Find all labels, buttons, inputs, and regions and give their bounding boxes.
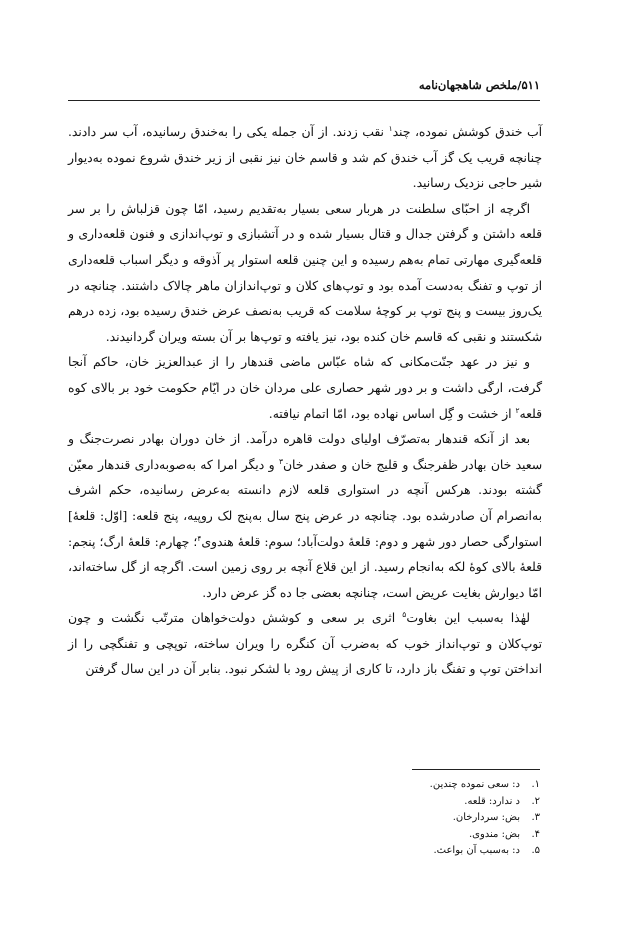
paragraph-2: اگرچه از احبّای سلطنت در هربار سعی بسیار به‌تقدیم رسید، امّا چون قزلباش را بر سر قلعه داشتن و گرفتن جدال و قتال بسیار شده و در آتشبازی و توپ‌اندازی و فنون قلعه‌داری و قلعه‌گیری مهارتی تمام به‌هم رسیده و این چنین قلعه استوار پر آذوقه و دیگر اسباب قلعه‌داری از توپ و تفنگ به‌دست آمده بود و توپ‌های کلان و توپ‌اندازان ماهر چالاک داشتند. چنانچه در یک‌روز بیست و پنج توپ بر کوچهٔ سلامت که قریب به‌نصف عرض خندق رسیده بود، زده درهم شکستند و نقبی که قاسم خان کنده بود، نیز یافته و توپ‌ها بر آن بسته ویران گردانیدند. xyxy=(68,201,542,344)
paragraph-3: و نیز در عهد جنّت‌مکانی که شاه عبّاس ماضی قندهار را از عبدالعزیز خان، حاکم آنجا گرفت، ارگی داشت و بر دور شهر حصاری علی مردان خان در ایّام حکومت خود بر بالای کوه قلعه$^۲$ از خشت و گِل اساس نهاده بود، امّا اتمام نیافته. xyxy=(68,355,542,421)
paragraph-4: بعد از آنکه قندهار به‌تصرّف اولیای دولت قاهره درآمد. از خان دوران بهادر نصرت‌جنگ و سعید خان بهادر ظفرجنگ و قلیج خان و صفدر خان$^۳$ و دیگر امرا که به‌صوبه‌داری قندهار معیّن گشته بودند. هرکس آنچه در استواری قلعه لازم دانسته به‌عرض رسانیده، حکم اشرف به‌انصرام آن صادرشده بود. چنانچه در عرض پنج سال به‌پنج لک روپیه، پنج قلعه: [اوّل: قلعهٔ] استوارگی حصار دور شهر و دوم: قلعهٔ دولت‌آباد؛ سوم: قلعهٔ هندوی$^۴$؛ چهارم: قلعهٔ ارگ؛ پنجم: قلعهٔ بالای کوهٔ لکه به‌انجام رسید. از این قلاع آنچه بر روی زمین است. اگرچه از گل ساخته‌اند، امّا دیوارش بغایت عریض است، چنانچه بعضی جا ده گز عرض دارد. xyxy=(68,432,543,600)
footnote-ref-2: ۲ xyxy=(515,405,520,415)
footnote-ref-3: ۳ xyxy=(278,456,283,466)
footnote-ref-5: ۵ xyxy=(402,610,407,620)
main-text xyxy=(68,120,542,683)
running-title: ۵۱۱/ملخص شاهجهان‌نامه xyxy=(418,78,540,92)
footnote-2: ۲.د ندارد: قلعه. xyxy=(464,795,540,807)
footnote-divider xyxy=(412,769,540,770)
running-header xyxy=(68,78,540,101)
footnotes xyxy=(300,777,540,860)
footnote-3: ۳.بض: سردارخان. xyxy=(452,812,540,823)
footnote-ref-1: ۱ xyxy=(388,123,393,133)
footnote-ref-4: ۴ xyxy=(197,533,202,543)
paragraph-1: آب خندق کوشش نموده، چند$^۱$ نقب زدند. از آن جمله یکی را به‌خندق رسانیده، آب سر دادند. چنانچه قریب یک گز آب خندق کم شد و قاسم خان نیز نقبی از زیر خندق شروع نموده به‌دیوار شیر حاجی نزدیک رسانید. xyxy=(68,123,542,191)
paragraph-5: لهٰذا به‌سبب این بغاوت$^۵$ اثری بر سعی و کوشش دولت‌خواهان مترتّب نگشت و چون توپ‌کلان و توپ‌انداز خوب که به‌ضرب آن کنگره را ویران ساخته، توپچی و تفنگچی را از انداختن توپ و تفنگ باز دارد، تا کاری از پیش رود با لشکر نبود. بنابر آن در این سال گرفتن xyxy=(68,610,542,677)
footnote-5: ۵.د: به‌سبب آن بواعث. xyxy=(433,845,540,856)
footnote-1: ۱.د: سعی نموده چندین. xyxy=(429,779,540,790)
footnote-4: ۴.بض: مندوی. xyxy=(468,828,540,840)
